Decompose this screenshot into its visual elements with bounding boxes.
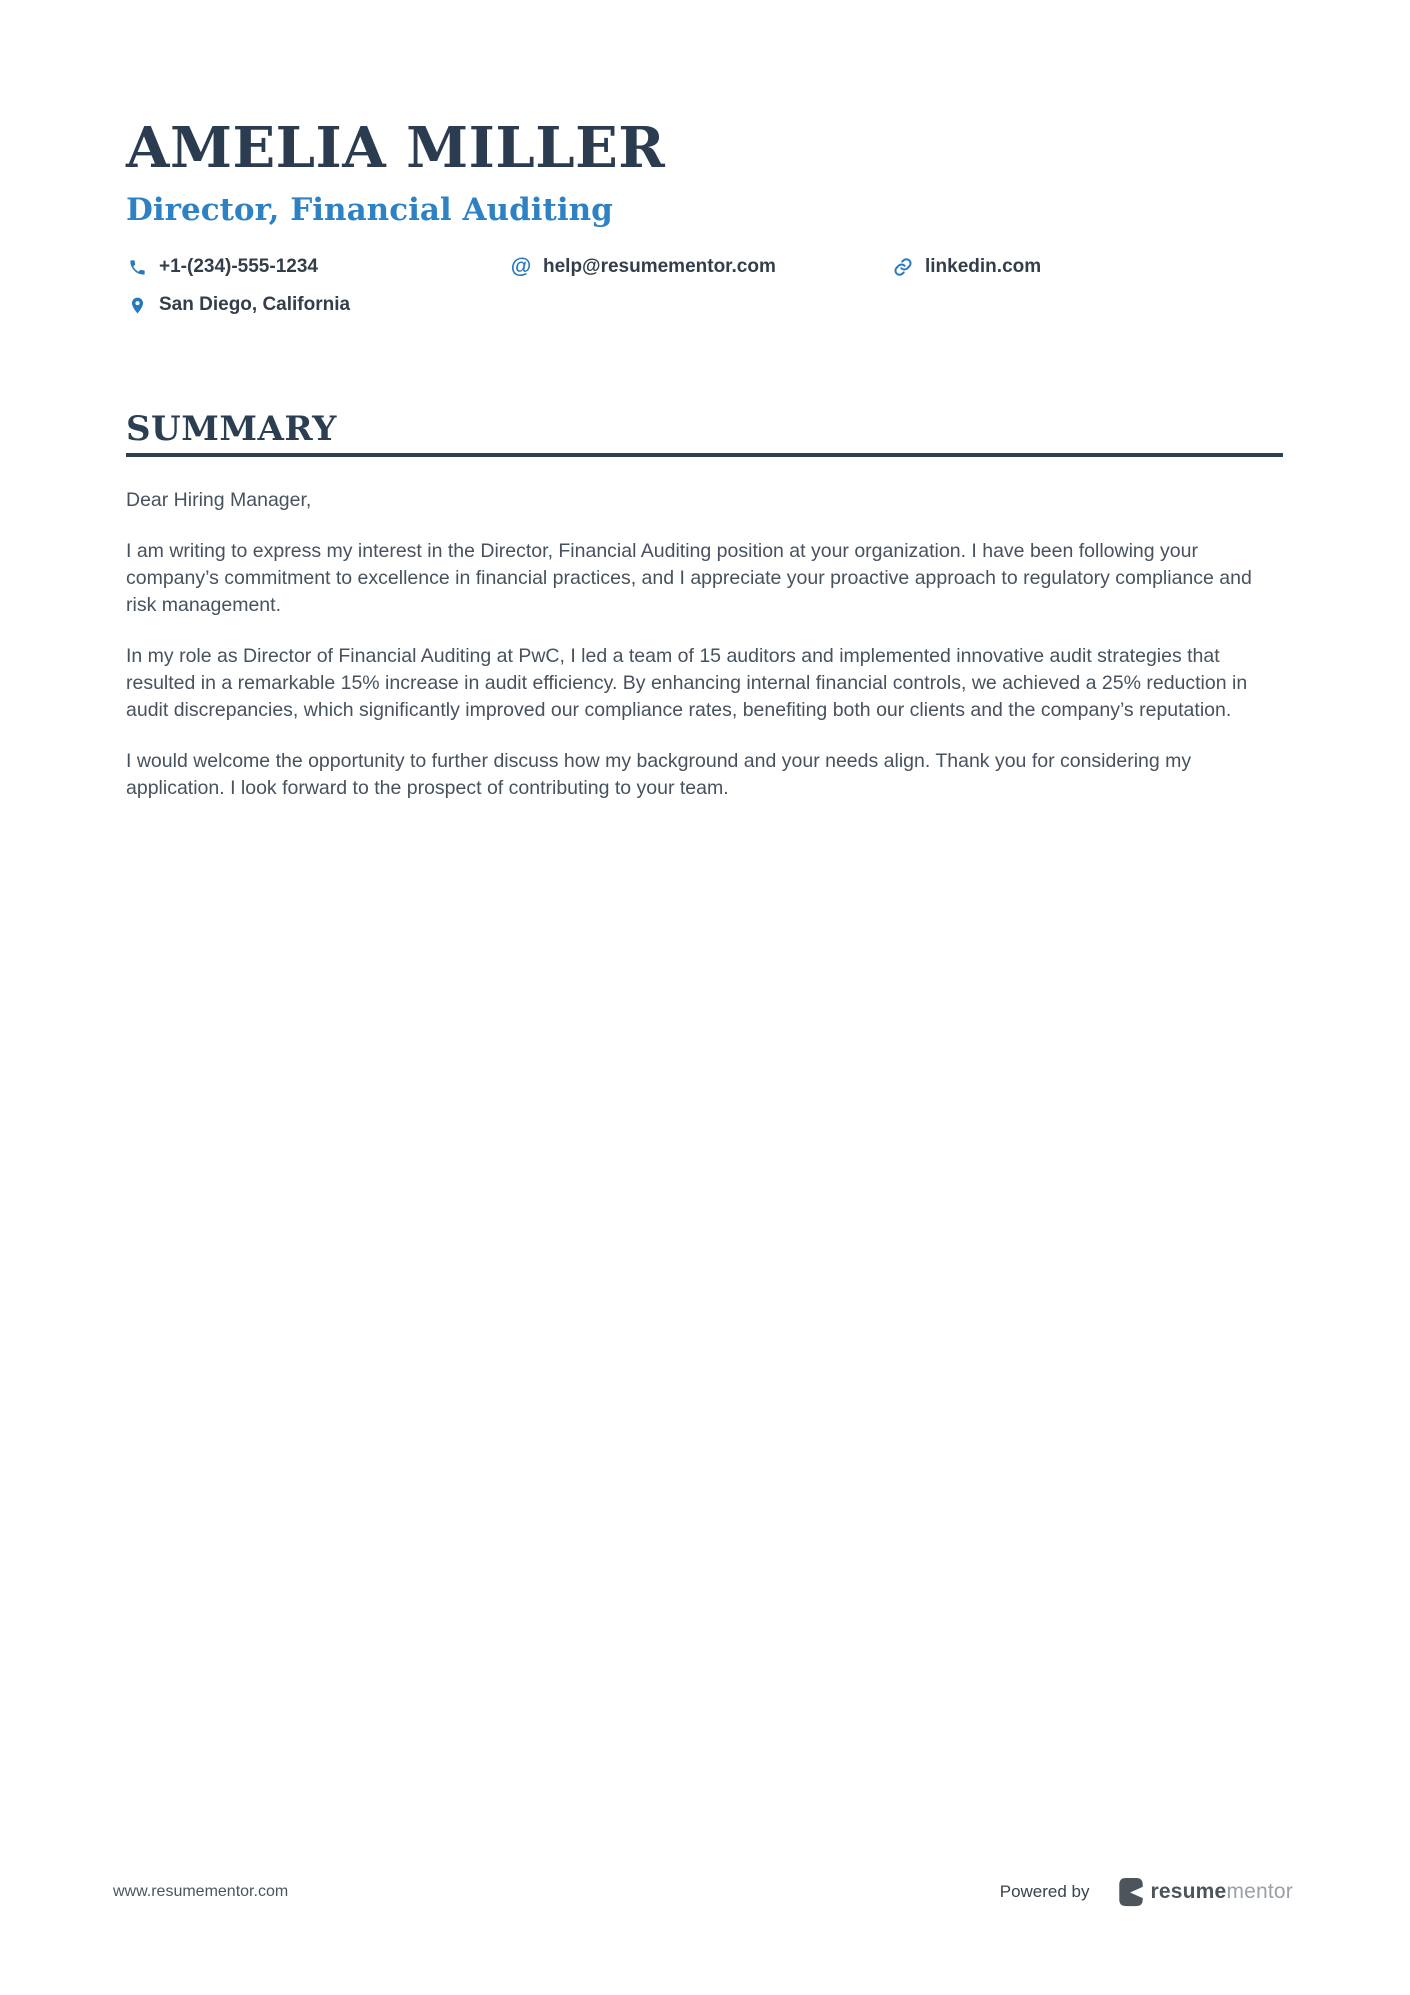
candidate-name: AMELIA MILLER <box>126 115 666 181</box>
brand-wordmark-light: mentor <box>1226 1880 1293 1903</box>
map-pin-icon <box>126 294 148 316</box>
header <box>126 115 1283 318</box>
salutation: Dear Hiring Manager, <box>126 489 312 511</box>
link-icon <box>892 256 914 278</box>
at-sign-icon: @ <box>510 255 532 278</box>
summary-paragraph: I am writing to express my interest in the Director, Financial Auditing position at your organization. I have been following your company’s commitment to excellence in financial practices, and I appreciate your proactive approach to regulatory compliance and risk management. <box>126 540 1252 616</box>
contact-phone <box>126 254 510 280</box>
contact-linkedin[interactable] <box>892 254 1283 280</box>
resumementor-brand-link[interactable] <box>1118 1877 1293 1907</box>
powered-by-label: Powered by <box>999 1882 1090 1901</box>
candidate-job-title: Director, Financial Auditing <box>126 192 613 228</box>
contact-info <box>126 254 1283 318</box>
email-address[interactable]: help@resumementor.com <box>543 256 776 277</box>
summary-paragraph: In my role as Director of Financial Auditing at PwC, I led a team of 15 auditors and implemented innovative audit strategies that resulted in a remarkable 15% increase in audit efficiency. By enhancing internal financial controls, we achieved a 25% reduction in audit discrepancies, which significantly improved our compliance rates, benefiting both our clients and the company’s reputation. <box>126 645 1248 721</box>
page-content <box>0 0 1410 802</box>
summary-section <box>126 410 1283 802</box>
contact-email[interactable] <box>510 254 892 280</box>
resumementor-logo-icon <box>1118 1877 1144 1907</box>
summary-paragraph: I would welcome the opportunity to further discuss how my background and your needs align. Thank you for considering my application. I look forward to the prospect of contributing to your team. <box>126 750 1192 799</box>
page-footer <box>0 1874 1410 1910</box>
summary-heading: SUMMARY <box>126 409 337 449</box>
phone-number: +1-(234)-555-1234 <box>159 256 318 277</box>
brand-wordmark-bold: resume <box>1150 1880 1227 1903</box>
location-text: San Diego, California <box>159 294 351 315</box>
linkedin-url[interactable]: linkedin.com <box>925 256 1042 277</box>
phone-icon <box>126 256 148 278</box>
section-divider <box>126 453 1283 457</box>
footer-website-url[interactable]: www.resumementor.com <box>113 1883 289 1900</box>
brand-wordmark <box>1151 1880 1293 1904</box>
contact-location <box>126 292 510 318</box>
footer-branding <box>1000 1877 1293 1907</box>
